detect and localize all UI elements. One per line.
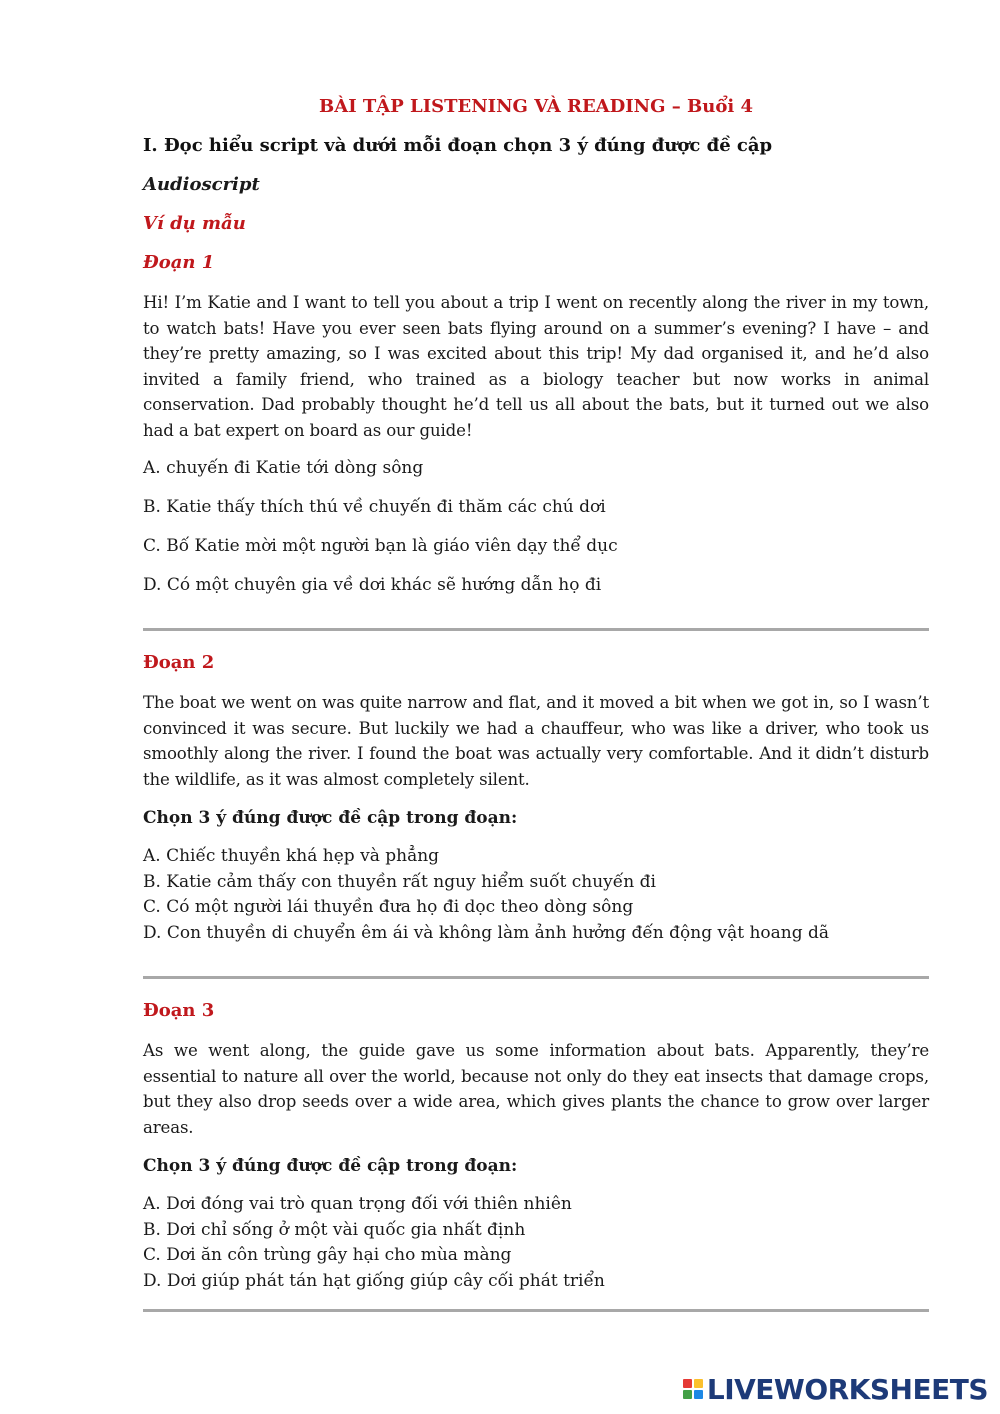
liveworksheets-logo-icon bbox=[683, 1379, 703, 1399]
passage-2-option-b[interactable]: B. Katie cảm thấy con thuyền rất nguy hiểm suốt chuyến đi bbox=[143, 871, 656, 892]
passage-1-text: Hi! I’m Katie and I want to tell you about a trip I went on recently along the river in my town, to watch bats! Have you ever seen bats flying around on a summer’s evening? I have – and they’re pretty amazing, so I was excited about this trip! My dad organised it, and he’d also invited a family friend, who trained as a biology teacher but now works in animal conservation. Dad probably thought he’d tell us all about the bats, but it turned out we also had a bat expert on board as our guide! bbox=[143, 293, 929, 440]
passage-2-label: Đoạn 2 bbox=[143, 652, 215, 673]
passage-1-option-a[interactable]: A. chuyến đi Katie tới dòng sông bbox=[143, 458, 424, 478]
passage-2-option-c[interactable]: C. Có một người lái thuyền đưa họ đi dọc theo dòng sông bbox=[143, 897, 634, 917]
passage-1-option-b[interactable]: B. Katie thấy thích thú về chuyến đi thăm các chú dơi bbox=[143, 497, 606, 517]
passage-3-option-c[interactable]: C. Dơi ăn côn trùng gây hại cho mùa màng bbox=[143, 1245, 512, 1265]
liveworksheets-logo[interactable] bbox=[683, 1373, 988, 1405]
passage-1-option-c[interactable]: C. Bố Katie mời một người bạn là giáo viên dạy thể dục bbox=[143, 536, 618, 556]
passage-1-label: Đoạn 1 bbox=[143, 252, 215, 273]
passage-3-prompt: Chọn 3 ý đúng được đề cập trong đoạn: bbox=[143, 1156, 518, 1176]
passage-3-option-a[interactable]: A. Dơi đóng vai trò quan trọng đối với thiên nhiên bbox=[143, 1194, 572, 1214]
logo-square-blue bbox=[694, 1390, 703, 1399]
passage-2-option-a[interactable]: A. Chiếc thuyền khá hẹp và phẳng bbox=[143, 846, 440, 866]
logo-square-green bbox=[683, 1390, 692, 1399]
divider-1 bbox=[143, 628, 929, 631]
passage-2-option-d[interactable]: D. Con thuyền di chuyển êm ái và không làm ảnh hưởng đến động vật hoang dã bbox=[143, 922, 830, 943]
passage-2-text: The boat we went on was quite narrow and flat, and it moved a bit when we got in, so I wasn’t convinced it was secure. But luckily we had a chauffeur, who was like a driver, who took us smoothly along the river. I found the boat was actually very comfortable. And it didn’t disturb the wildlife, as it was almost completely silent. bbox=[143, 693, 929, 789]
liveworksheets-logo-text: LIVEWORKSHEETS bbox=[706, 1372, 988, 1406]
audioscript-label: Audioscript bbox=[143, 174, 260, 195]
passage-3-option-b[interactable]: B. Dơi chỉ sống ở một vài quốc gia nhất định bbox=[143, 1219, 526, 1240]
page-title: BÀI TẬP LISTENING VÀ READING – Buổi 4 bbox=[319, 96, 753, 117]
passage-3-label: Đoạn 3 bbox=[143, 1000, 215, 1021]
section-heading: I. Đọc hiểu script và dưới mỗi đoạn chọn 3 ý đúng được đề cập bbox=[143, 135, 773, 156]
passage-3-option-d[interactable]: D. Dơi giúp phát tán hạt giống giúp cây cối phát triển bbox=[143, 1270, 605, 1291]
example-label: Ví dụ mẫu bbox=[143, 213, 246, 234]
passage-3-text: As we went along, the guide gave us some information about bats. Apparently, they’re essential to nature all over the world, because not only do they eat insects that damage crops, but they also drop seeds over a wide area, which gives plants the chance to grow over larger areas. bbox=[143, 1041, 929, 1137]
logo-square-yellow bbox=[694, 1379, 703, 1388]
passage-1-option-d[interactable]: D. Có một chuyên gia về dơi khác sẽ hướng dẫn họ đi bbox=[143, 575, 602, 595]
logo-square-red bbox=[683, 1379, 692, 1388]
divider-3 bbox=[143, 1309, 929, 1312]
divider-2 bbox=[143, 976, 929, 979]
passage-2-prompt: Chọn 3 ý đúng được đề cập trong đoạn: bbox=[143, 808, 518, 828]
